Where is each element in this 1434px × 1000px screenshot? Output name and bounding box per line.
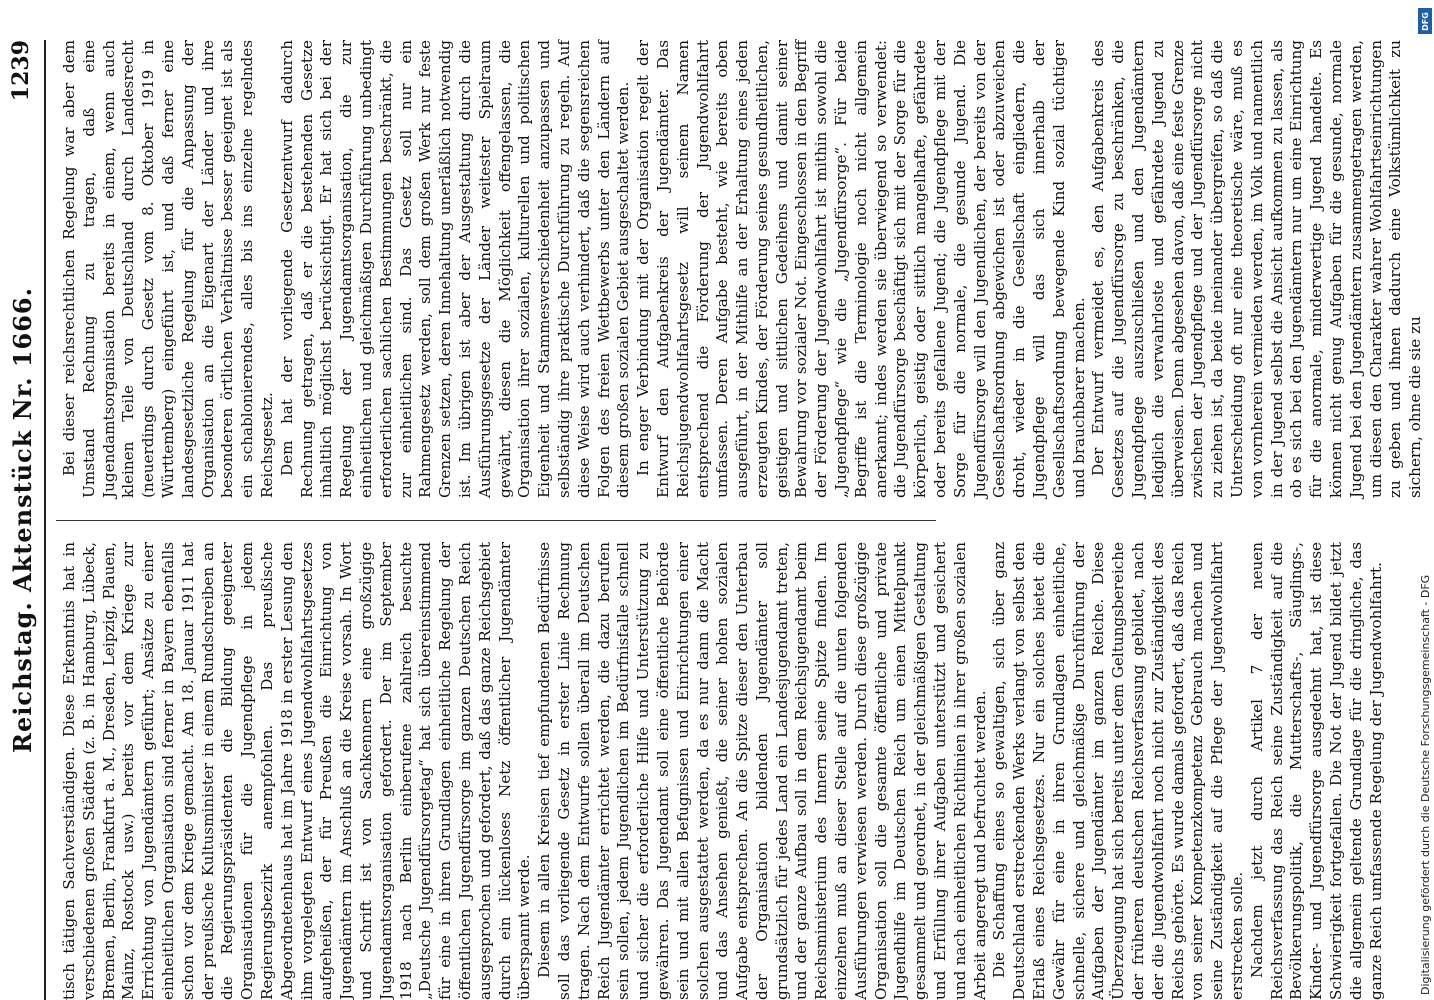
header-rule: [44, 40, 46, 1000]
column-divider: [56, 520, 936, 521]
digitization-credit: Digitalisierung gefördert durch die Deutsche Forschungsgemeinschaft - DFG: [1418, 574, 1432, 995]
page-number: 1239: [8, 40, 34, 102]
page-header: [8, 40, 48, 1000]
paragraph: tisch tätigen Sachverständigen. Diese Erkenntnis hat in verschiedenen großen Städten (z. B. in Hamburg, Lübeck, Bremen, Berlin, Frankfurt a. M., Dresden, Leipzig, Plauen, Mainz, Rostock usw.) bereits vor dem Kriege zur Errichtung von Jugendämtern geführt; Ansätze zu einer einheitlichen Organisation sind ferner in Bayern ebenfalls schon vor dem Kriege gemacht. Am 18. Januar 1911 hat der preußische Kultusminister in einem Rundschreiben an die Regierungspräsidenten die Bildung geeigneter Organisationen für die Jugendpflege in jedem Regierungsbezirk anempfohlen. Das preußische Abgeordnetenhaus hat im Jahre 1918 in erster Lesung den ihm vorgelegten Entwurf eines Jugendwohlfahrtsgesetzes aufgeheißen, der für Preußen die Einrichtung von Jugendämtern im Anschluß an die Kreise vorsah. In Wort und Schrift ist von Sachkennern eine großzügige Jugendamtsorganisation gefordert. Der im September 1918 nach Berlin einberufene zahlreich besuchte „Deutsche Jugendfürsorgetag“ hat sich übereinstimmend für eine in ihren Grundlagen einheitliche Regelung der öffentlichen Jugendfürsorge im ganzen Deutschen Reich ausgesprochen und gefordert, daß das ganze Reichsgebiet durch ein lückenloses Netz öffentlicher Jugendämter überspannt werde.: [60, 542, 534, 1000]
paragraph: In enger Verbindung mit der Organisation regelt der Entwurf den Aufgabenkreis der Jugendämter. Das Reichsjugendwohlfahrtsgesetz will seinem Namen entsprechend die Förderung der Jugendwohlfahrt umfassen. Deren Aufgabe besteht, wie bereits oben ausgeführt, in der Mithilfe an der Erhaltung eines jeden erzeugten Kindes, der Förderung seines gesundheitlichen, geistigen und sittlichen Gedeihens und damit seiner Bewahrung vor sozialer Not. Eingeschlossen in den Begriff der Förderung der Jugendwohlfahrt ist mithin sowohl die „Jugendpflege“ wie die „Jugendfürsorge“. Für beide Begriffe ist die Terminologie noch nicht allgemein anerkannt; indes werden sie überwiegend so verwendet: die Jugendfürsorge beschäftigt sich mit der Sorge für die körperlich, geistig oder sittlich mangelhafte, gefährdete oder bereits gefallene Jugend; die Jugendpflege mit der Sorge für die normale, die gesunde Jugend. Die Jugendfürsorge will den Jugendlichen, der bereits von der Gesellschaftsordnung abgewichen ist oder abzuweichen droht, wieder in die Gesellschaft eingliedern, die Jugendpflege will das sich innerhalb der Gesellschaftsordnung bewegende Kind sozial tüchtiger und brauchbarer machen.: [634, 40, 1088, 498]
dfg-logo: DFG: [1418, 8, 1432, 34]
paragraph: Dem hat der vorliegende Gesetzentwurf dadurch Rechnung getragen, daß er die bestehenden Gesetze inhaltlich möglichst berücksichtigt. Er hat sich bei der Regelung der Jugendamtsorganisation, die zur einheitlichen und gleichmäßigen Durchführung unbedingt erforderlichen sachlichen Bestimmungen beschränkt, die zur einheitlichen sind. Das Gesetz soll nur ein Rahmengesetz werden, soll dem großen Werk nur feste Grenzen setzen, deren Innehaltung unerläßlich notwendig ist. Im übrigen ist aber der Ausgestaltung durch die Ausführungsgesetze der Länder weitester Spielraum gewährt, diesen die Möglichkeit offengelassen, die Organisation ihrer sozialen, kulturellen und politischen Eigenheit und Stammesverschiedenheit anzupassen und selbständig ihre praktische Durchführung zu regeln. Auf diese Weise wird auch verhindert, daß die segensreichen Folgen des freien Wettbewerbs unter den Ländern auf diesem großen sozialen Gebiet ausgeschaltet werden.: [277, 40, 633, 498]
paragraph: Nachdem jetzt durch Artikel 7 der neuen Reichsverfassung das Reich seine Zuständigkeit auf die Bevölkerungspolitik, die Mutterschafts-, Säuglings-, Kinder- und Jugendfürsorge ausgedehnt hat, ist diese Schwierigkeit fortgefallen. Die Not der Jugend bildet jetzt die allgemein geltende Grundlage für die dringliche, das ganze Reich umfassende Regelung der Jugendwohlfahrt.: [1247, 542, 1385, 1000]
paragraph: Die Schaffung eines so gewaltigen, sich über ganz Deutschland erstreckenden Werks verlangt von selbst den Erlaß eines Reichsgesetzes. Nur ein solches bietet die Gewähr für eine in ihren Grundlagen einheitliche, schnelle, sichere und gleichmäßige Durchführung der Aufgaben der Jugendämter im ganzen Reiche. Diese Überzeugung hat sich bereits unter dem Geltungsbereiche der früheren deutschen Reichsverfassung gebildet, nach der die Jugendwohlfahrt noch nicht zur Zuständigkeit des Reichs gehörte. Es wurde damals gefordert, daß das Reich von seiner Kompetenzkompetenz Gebrauch machen und seine Zuständigkeit auf die Pflege der Jugendwohlfahrt erstrecken solle.: [990, 542, 1247, 1000]
paragraph: Der Entwurf vermeidet es, den Aufgabenkreis des Gesetzes auf die Jugendfürsorge zu beschränken, die Jugendpflege auszuschließen und den Jugendämtern lediglich die verwahrloste und gefährdete Jugend zu überweisen. Denn abgesehen davon, daß eine feste Grenze zwischen der Jugendpflege und der Jugendfürsorge nicht zu ziehen ist, da beide ineinander übergreifen, so daß die Unterscheidung oft nur eine theoretische wäre, muß es von vornherein vermieden werden, im Volk und namentlich in der Jugend selbst die Ansicht aufkommen zu lassen, als ob es sich bei den Jugendämtern nur um eine Einrichtung für die anormale, minderwertige Jugend handelte. Es können nicht genug Aufgaben für die gesunde, normale Jugend bei den Jugendämtern zusammengetragen werden, um diesen den Charakter wahrer Wohlfahrtseinrichtungen zu geben und ihnen dadurch eine Volkstümlichkeit zu sichern, ohne die sie zu: [1089, 40, 1425, 498]
right-column: [60, 40, 1426, 498]
paragraph: Diesem in allen Kreisen tief empfundenen Bedürfnisse soll das vorliegende Gesetz in erster Linie Rechnung tragen. Nach dem Entwurfe sollen überall im Deutschen Reich Jugendämter errichtet werden, die dazu berufen sein sollen, jedem Jugendlichen im Bedürfnisfalle schnell und sicher die erforderliche Hilfe und Unterstützung zu gewähren. Das Jugendamt soll eine öffentliche Behörde sein und mit allen Befugnissen und Einrichtungen einer solchen ausgestattet werden, da es nur dann die Macht und das Ansehen genießt, die seiner hohen sozialen Aufgabe entsprechen. An die Spitze dieser den Unterbau der Organisation bildenden Jugendämter soll grundsätzlich für jedes Land ein Landesjugendamt treten, und der ganze Aufbau soll in dem Reichsjugendamt beim Reichsministerium des Innern seine Spitze finden. Im einzelnen muß an dieser Stelle auf die unten folgenden Ausführungen verwiesen werden. Durch diese großzügige Organisation soll die gesamte öffentliche und private Jugendhilfe im Deutschen Reich um einen Mittelpunkt gesammelt und geordnet, in der gleichmäßigen Gestaltung und Erfüllung ihrer Aufgaben unterstützt und gesichert und nach einheitlichen Richtlinien in ihrer großen sozialen Arbeit angeregt und befruchtet werden.: [535, 542, 989, 1000]
left-column: [60, 542, 1386, 1000]
paragraph: Bei dieser reichsrechtlichen Regelung war aber dem Umstand Rechnung zu tragen, daß eine Jugendamtsorganisation bereits in einem, wenn auch kleinen Teile von Deutschland durch Landesrecht (neuerdings durch Gesetz vom 8. Oktober 1919 in Württemberg) eingeführt ist, und daß ferner eine landesgesetzliche Regelung für die Anpassung der Organisation an die Eigenart der Länder und ihre besonderen örtlichen Verhältnisse besser geeignet ist als ein schablonierendes, alles bis ins einzelne regelndes Reichsgesetz.: [60, 40, 276, 498]
page-title: Reichstag. Aktenstück Nr. 1666.: [8, 287, 37, 753]
